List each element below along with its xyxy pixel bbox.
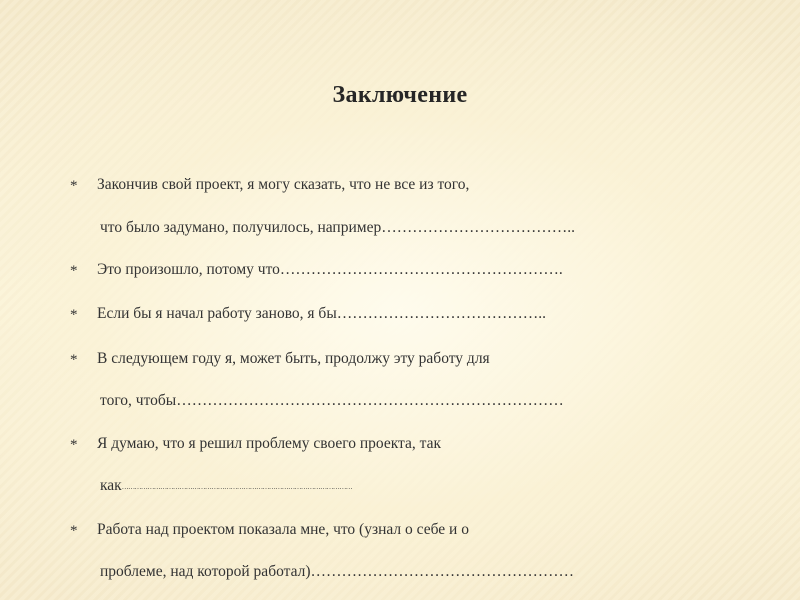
bullet-marker: * — [70, 437, 78, 453]
list-item-line: что было задумано, получилось, например……………………………….. — [100, 219, 575, 236]
fill-in-dots: ……………………………………………………………………………………………… — [121, 483, 353, 491]
list-item-line: Если бы я начал работу заново, я бы………………………………….. — [97, 305, 546, 322]
bullet-marker: * — [70, 523, 78, 539]
list-item-line: Работа над проектом показала мне, что (узнал о себе и о — [97, 521, 469, 538]
slide-title: Заключение — [332, 82, 468, 108]
bullet-marker: * — [70, 263, 78, 279]
bullet-marker: * — [70, 307, 78, 323]
list-item-text: как — [100, 477, 122, 494]
list-item-line: проблеме, над которой работал)…………………………………………… — [100, 563, 574, 580]
list-item-line — [100, 477, 352, 495]
list-item-line: Я думаю, что я решил проблему своего проекта, так — [97, 435, 442, 452]
list-item-line: Закончив свой проект, я могу сказать, что не все из того, — [97, 176, 470, 193]
bullet-marker: * — [70, 352, 78, 368]
list-item-line: того, чтобы………………………………………………………………… — [100, 392, 564, 409]
bullet-marker: * — [70, 178, 78, 194]
list-item-line: Это произошло, потому что………………………………………………. — [97, 261, 563, 278]
list-item-line: В следующем году я, может быть, продолжу эту работу для — [97, 350, 490, 367]
